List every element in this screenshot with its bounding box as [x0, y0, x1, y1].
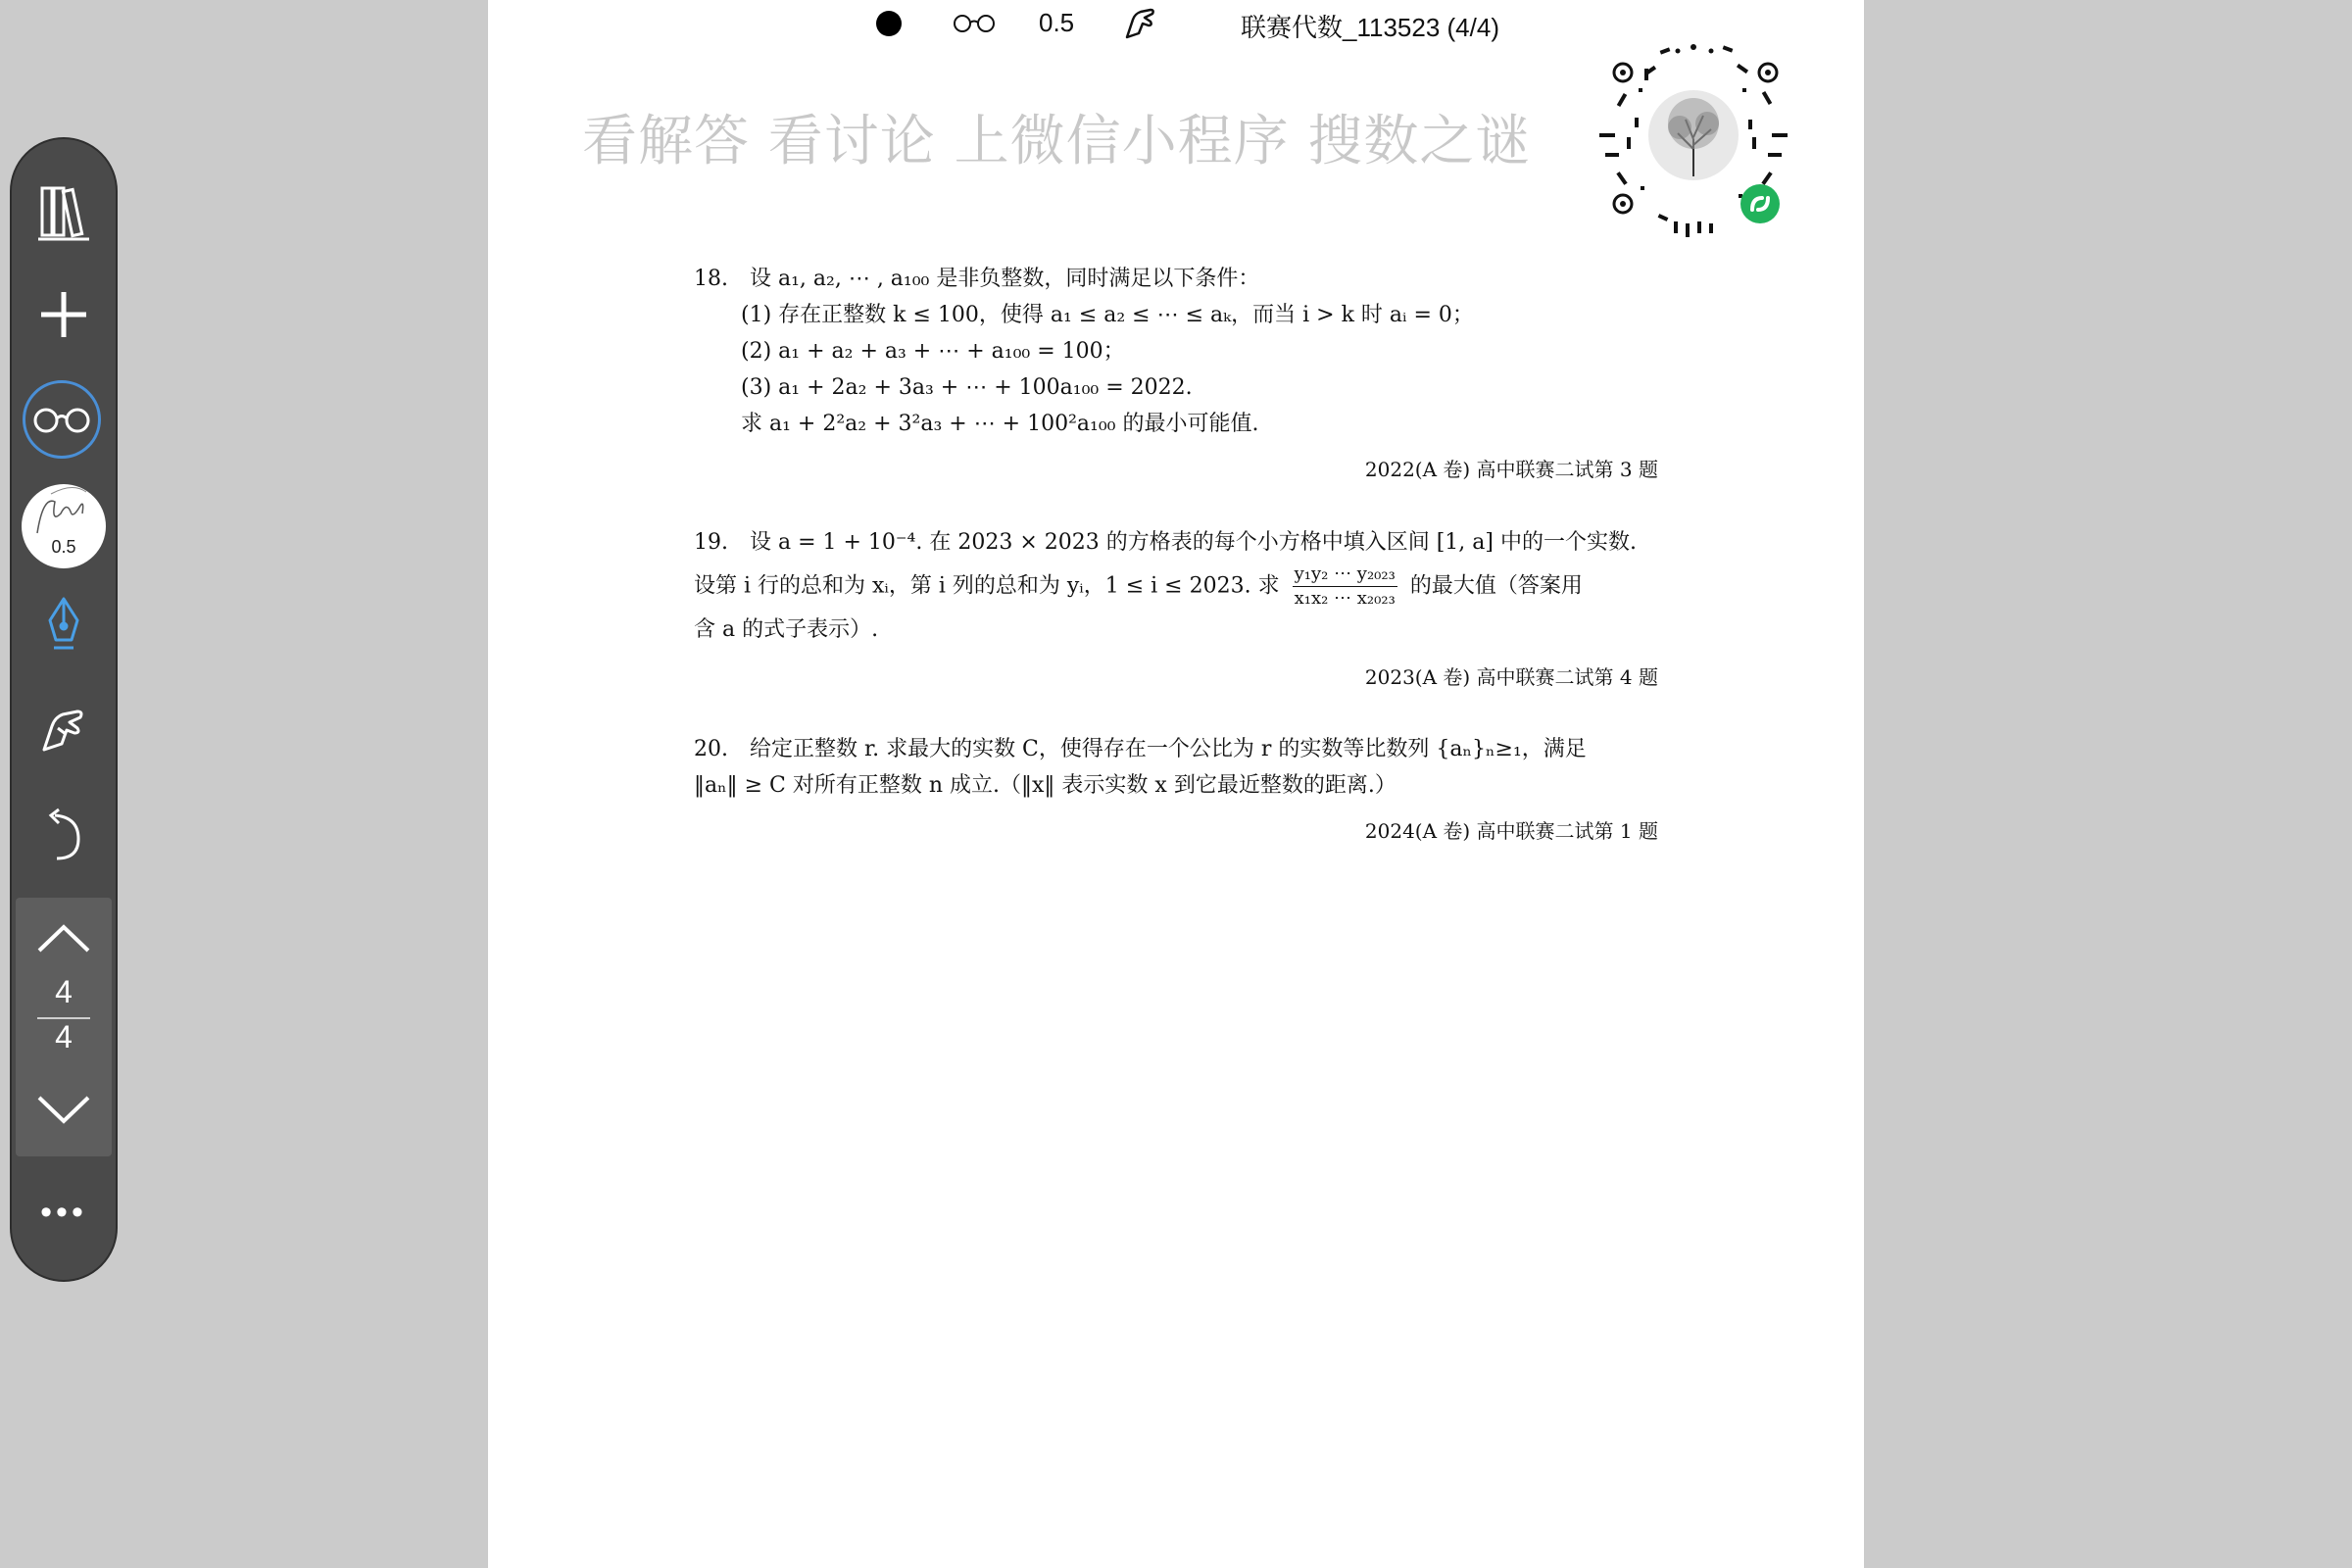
problem-18 [694, 261, 1658, 488]
fraction-numerator: y₁y₂ ⋯ y₂₀₂₃ [1293, 563, 1397, 587]
problem-text: 设第 i 行的总和为 xᵢ，第 i 列的总和为 yᵢ，1 ≤ i ≤ 2023. 求 [694, 573, 1280, 599]
plus-icon [37, 288, 90, 341]
problem-line: 18. 设 a₁, a₂, ⋯ , a₁₀₀ 是非负整数，同时满足以下条件： [694, 267, 1260, 291]
problem-list [694, 261, 1658, 871]
signature-icon [22, 484, 106, 543]
chevron-up-icon[interactable] [35, 923, 92, 955]
pen-size-value: 0.5 [51, 537, 76, 557]
problem-source: 2022(A 卷) 高中联赛二试第 3 题 [1364, 458, 1658, 481]
document-title: 联赛代数_113523 (4/4) [1241, 13, 1499, 42]
problem-source: 2023(A 卷) 高中联赛二试第 4 题 [1364, 665, 1658, 689]
fraction [1293, 563, 1397, 611]
glasses-icon[interactable] [953, 13, 996, 34]
glasses-icon [31, 405, 92, 434]
pen-size-label: 0.5 [1039, 8, 1075, 37]
current-page: 4 [55, 974, 73, 1009]
bookshelf-icon [36, 182, 91, 243]
pen-size-button[interactable] [22, 484, 106, 568]
pen-color-dot[interactable] [876, 11, 902, 36]
fountain-pen-icon [44, 595, 83, 654]
reading-mode-button[interactable] [23, 380, 101, 459]
undo-icon [39, 808, 88, 864]
side-toolbar [10, 137, 118, 1282]
problem-19 [694, 523, 1658, 696]
library-button[interactable] [12, 178, 116, 247]
problem-line: ‖aₙ‖ ≥ C 对所有正整数 n 成立.（‖x‖ 表示实数 x 到它最近整数的距离.） [694, 773, 1396, 798]
page-navigator [16, 898, 112, 1156]
problem-source: 2024(A 卷) 高中联赛二试第 1 题 [1364, 819, 1658, 843]
qr-code [1576, 29, 1811, 247]
problem-line: 20. 给定正整数 r. 求最大的实数 C，使得存在一个公比为 r 的实数等比数列 {aₙ}ₙ≥₁，满足 [694, 737, 1587, 761]
hand-tool-icon[interactable] [1121, 4, 1160, 43]
hand-tool-button[interactable] [12, 696, 116, 764]
undo-button[interactable] [12, 802, 116, 870]
problem-line: 19. 设 a = 1 + 10⁻⁴. 在 2023 × 2023 的方格表的每个小方格中填入区间 [1, a] 中的一个实数. [694, 530, 1637, 555]
problem-line [694, 563, 1658, 611]
fraction-denominator: x₁x₂ ⋯ x₂₀₂₃ [1294, 588, 1396, 609]
problem-line: (3) a₁ + 2a₂ + 3a₃ + ⋯ + 100a₁₀₀ = 2022. [741, 375, 1193, 400]
document-page [488, 0, 1864, 1568]
add-button[interactable] [12, 280, 116, 349]
more-button[interactable]: ••• [40, 1194, 87, 1231]
chevron-down-icon[interactable] [35, 1094, 92, 1125]
total-pages: 4 [55, 1019, 73, 1054]
problem-line: 含 a 的式子表示）. [694, 617, 879, 642]
problem-line: 求 a₁ + 2²a₂ + 3²a₃ + ⋯ + 100²a₁₀₀ 的最小可能值. [741, 412, 1259, 436]
watermark-text: 看解答 看讨论 上微信小程序 搜数之谜 [582, 110, 1532, 173]
problem-line: (2) a₁ + a₂ + a₃ + ⋯ + a₁₀₀ = 100； [741, 339, 1125, 364]
hand-icon [36, 703, 91, 758]
problem-text: 的最大值（答案用 [1409, 573, 1583, 599]
problem-line: (1) 存在正整数 k ≤ 100，使得 a₁ ≤ a₂ ≤ ⋯ ≤ aₖ，而当 i > k 时 aᵢ = 0； [741, 303, 1474, 327]
problem-20 [694, 731, 1658, 850]
pen-tool-button[interactable] [12, 590, 116, 659]
